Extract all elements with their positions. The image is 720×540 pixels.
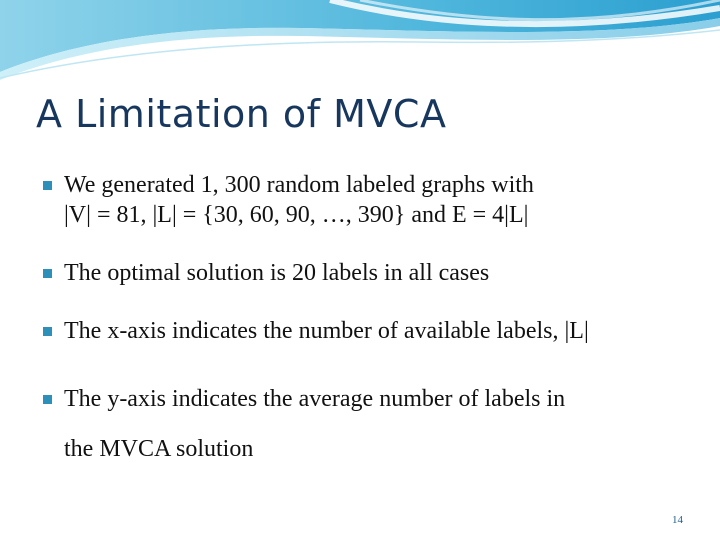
square-bullet-icon	[42, 394, 53, 405]
bullet-text: The y-axis indicates the average number of labels in	[64, 386, 566, 412]
slide-title: A Limitation of MVCA	[36, 92, 447, 136]
square-bullet-icon	[42, 268, 53, 279]
bullet-text: |V| = 81, |L| = {30, 60, 90, …, 390} and E = 4|L|	[64, 202, 529, 228]
header-wave-decoration	[0, 0, 720, 90]
bullet-text: We generated 1, 300 random labeled graphs with	[64, 172, 534, 198]
bullet-text: The optimal solution is 20 labels in all cases	[64, 260, 490, 286]
bullet-item	[42, 170, 692, 230]
square-bullet-icon	[42, 180, 53, 191]
bullet-item	[42, 258, 692, 288]
bullet-text: The x-axis indicates the number of available labels, |L|	[64, 318, 589, 344]
bullet-list	[42, 170, 692, 474]
bullet-item	[42, 316, 692, 346]
bullet-item	[42, 374, 692, 474]
square-bullet-icon	[42, 326, 53, 337]
page-number: 14	[672, 514, 683, 526]
bullet-text: the MVCA solution	[64, 436, 254, 462]
